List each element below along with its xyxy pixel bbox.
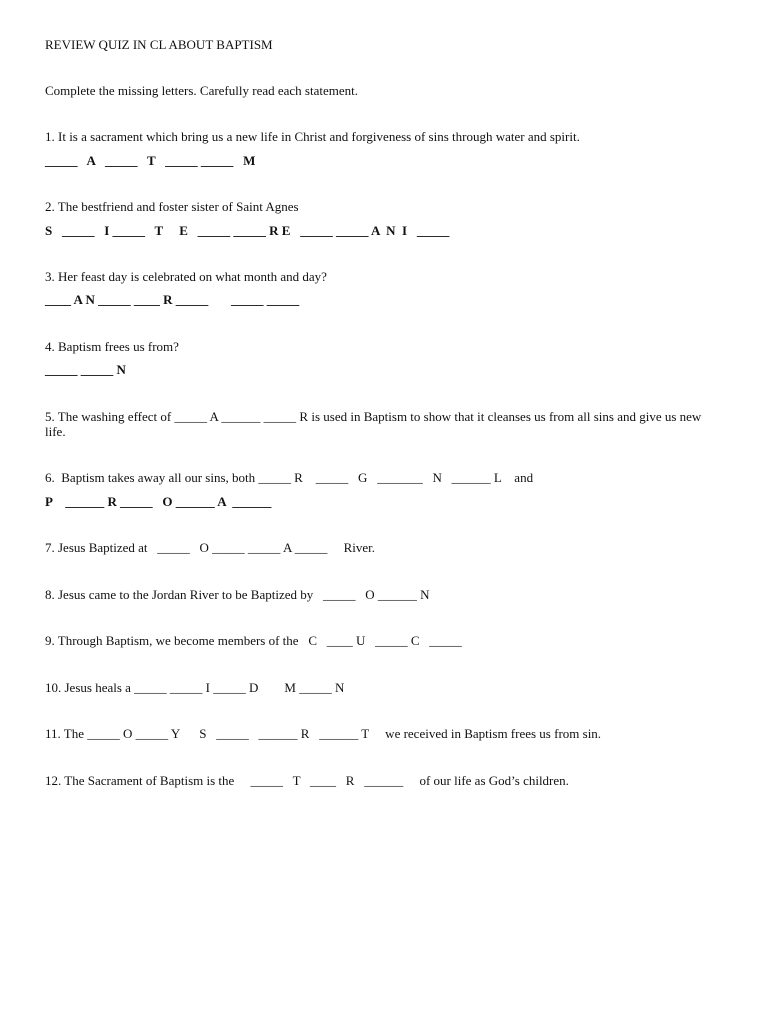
question-3: 3. Her feast day is celebrated on what month and day? xyxy=(45,269,327,284)
question-7: 7. Jesus Baptized at _____ O _____ _____ A _____ River. xyxy=(45,540,376,555)
question-9: 9. Through Baptism, we become members of the C ____ U _____ C _____ xyxy=(45,633,462,648)
answer-blanks-3: ____ A N _____ ____ R _____ _____ _____ xyxy=(45,292,300,307)
question-6: 6. Baptism takes away all our sins, both _____ R _____ G _______ N ______ L and xyxy=(45,470,534,485)
quiz-title: REVIEW QUIZ IN CL ABOUT BAPTISM xyxy=(45,37,273,52)
question-8: 8. Jesus came to the Jordan River to be Baptized by _____ O ______ N xyxy=(45,587,430,602)
answer-blanks-1: _____ A _____ T _____ _____ M xyxy=(45,153,256,168)
question-4: 4. Baptism frees us from? xyxy=(45,339,179,354)
question-10: 10. Jesus heals a _____ _____ I _____ D M _____ N xyxy=(45,680,345,695)
question-12: 12. The Sacrament of Baptism is the _____ T ____ R ______ of our life as God’s children. xyxy=(45,773,569,788)
answer-blanks-4: _____ _____ N xyxy=(45,362,126,377)
instructions: Complete the missing letters. Carefully read each statement. xyxy=(45,83,358,98)
question-11: 11. The _____ O _____ Y S _____ ______ R ______ T we received in Baptism frees us from sin. xyxy=(45,726,602,741)
answer-blanks-2: S _____ I _____ T E _____ _____ R E _____ _____ A N I _____ xyxy=(45,223,450,238)
question-2: 2. The bestfriend and foster sister of Saint Agnes xyxy=(45,199,299,214)
question-1: 1. It is a sacrament which bring us a new life in Christ and forgiveness of sins through water and spirit. xyxy=(45,129,580,144)
question-5: 5. The washing effect of _____ A ______ _____ R is used in Baptism to show that it cleanses us from all sins and give us new life. xyxy=(45,409,702,439)
answer-blanks-6: P ______ R _____ O ______ A ______ xyxy=(45,494,272,509)
